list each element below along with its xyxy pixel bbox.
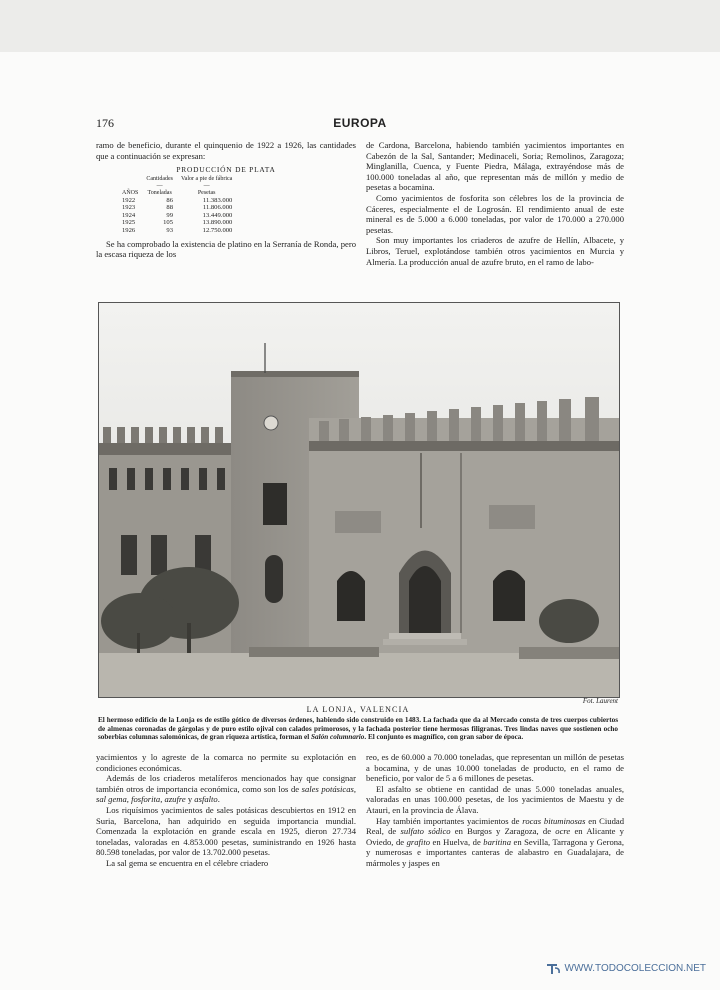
italic-term: sulfato sódico	[400, 826, 451, 837]
photo-la-lonja	[98, 302, 620, 698]
cell-year: 1925	[122, 219, 136, 227]
italic-term: baritina	[483, 836, 511, 847]
watermark	[545, 960, 706, 976]
cell-year: 1922	[122, 196, 136, 204]
column-right-top	[366, 140, 624, 267]
paragraph: Los riquísimos yacimientos de sales potásicas descubiertos en 1912 en Suria, Barcelona, han adquirido en seguida importancia mundial. Comenzada la explotación en grande escala en 1925, dieron 27.734 toneladas, valoradas en 4.853.000 pesetas, suministrando en 1926 hasta 80.598 toneladas, por valor de 13.702.000 pesetas.	[96, 804, 356, 858]
cell-qty: 105	[163, 219, 174, 227]
paragraph	[366, 816, 624, 869]
italic-term: asfalto	[194, 794, 218, 805]
running-head: EUROPA	[333, 116, 387, 130]
scan-top-margin	[0, 0, 720, 53]
italic-term: sales potásicas	[301, 783, 354, 794]
lonja-building-illustration	[99, 303, 619, 697]
paragraph: yacimientos y lo agreste de la comarca no permite su explotación en condiciones económicas.	[96, 752, 356, 773]
text-run: Además de los criaderos metalíferos mencionados hay que consignar también otros de importancia económica, como son los de	[96, 773, 356, 794]
cell-year: 1923	[122, 204, 136, 212]
photo-caption	[98, 697, 618, 742]
photo-credit: Fot. Laurent	[582, 697, 618, 705]
cell-value: 13.449.000	[202, 211, 233, 219]
text-run: en Burgos y Zaragoza, de	[450, 826, 556, 837]
paragraph: El asfalto se obtiene en cantidad de unas 5.000 toneladas anuales, valoradas en unas 100.000 pesetas, de los yacimientos de Maestu y de Atauri, en la provincia de Álava.	[366, 783, 624, 815]
caption-text	[98, 716, 618, 742]
caption-text-italic: Salón columnario	[311, 733, 365, 742]
col-header-qty-unit: Toneladas	[147, 189, 172, 196]
cell-qty: 88	[166, 204, 174, 212]
italic-term: rocas bituminosas	[522, 815, 586, 826]
italic-term: fosforita	[131, 794, 161, 805]
paragraph: Se ha comprobado la existencia de platino en la Serranía de Ronda, pero la escasa riqueza de los	[96, 238, 356, 260]
text-run: en Huelva, de	[430, 836, 484, 847]
table-row	[118, 227, 236, 235]
caption-text-end: . El conjunto es magnífico, con gran sabor de época.	[364, 733, 524, 742]
col-header-years: AÑOS	[122, 189, 139, 196]
col-header-value-unit: Pesetas	[197, 189, 216, 196]
cell-qty: 93	[166, 226, 174, 234]
column-right-bottom	[366, 752, 624, 869]
cell-year: 1926	[122, 226, 136, 234]
cell-value: 11.383.000	[202, 196, 233, 204]
paragraph: de Cardona, Barcelona, habiendo también yacimientos importantes en Cabezón de la Sal, Santander; Medinaceli, Soria; Remolinos, Zaragoza; Minglanilla, Cuenca, y Fuente Piedra, Málaga, extrayéndose más de 100.000 toneladas al año, que representan más de millón y medio de pesetas a bocamina.	[366, 140, 624, 193]
table-title: PRODUCCIÓN DE PLATA	[176, 165, 276, 175]
cell-year: 1924	[122, 211, 136, 219]
text-run: en Alicante y Oviedo, de	[366, 826, 624, 847]
column-left-top	[96, 140, 356, 260]
italic-term: azufre	[164, 794, 186, 805]
italic-term: ocre	[555, 826, 571, 837]
italic-term: sal gema	[96, 794, 127, 805]
text-run: en Sevilla, Tarragona y Gerona, y numerosas e importantes canteras de alabastro en Guadalajara, de mármoles y jaspes en	[366, 836, 625, 868]
table-row	[118, 212, 236, 220]
caption-text-body: El hermoso edificio de la Lonja es de estilo gótico de diversos órdenes, habiendo sido construido en 1483. La fachada que da al Mercado consta de tres cuerpos cubiertos de almenas coronadas de gárgolas y de puro estilo ojival con calados primorosos, y la fachada posterior tiene hermosas filigranas. Tres lindas naves que sostienen ocho soberbias columnas salomónicas, de gran riqueza artística, forman el	[98, 716, 618, 742]
cell-value: 11.806.000	[202, 204, 233, 212]
cell-qty: 86	[166, 196, 174, 204]
column-left-bottom	[96, 752, 356, 869]
col-header-value: Valor a pie de fábrica	[181, 176, 233, 183]
page-number: 176	[96, 116, 114, 130]
table-row	[118, 197, 236, 205]
table-row	[118, 219, 236, 227]
todocoleccion-logo-icon	[545, 960, 561, 976]
paragraph: reo, es de 60.000 a 70.000 toneladas, que representan un millón de pesetas a bocamina, y de unas 10.000 toneladas de producto, en el ramo de beneficio, por valor de 5 a 6 millones de pesetas.	[366, 752, 624, 784]
cell-value: 13.890.000	[202, 219, 233, 227]
paragraph: La sal gema se encuentra en el célebre criadero	[106, 857, 269, 868]
cell-value: 12.750.000	[202, 226, 233, 234]
watermark-text: WWW.TODOCOLECCION.NET	[564, 962, 706, 974]
paragraph: Además de los criaderos metalíferos mencionados hay que consignar también otros de importancia económica, como son los de sales potásicas, sal gema, fosforita, azufre y asfalto.	[96, 773, 356, 805]
silver-production-table	[96, 166, 356, 234]
data-table: AÑOS Cantidades — Toneladas Valor a pie de fábrica — Pesetas 1922 86 11.383.000 1923 88 11.806.000 1924 99 13.449.000 1925 105 13.890.000 1926 93 12.750.000	[118, 176, 236, 234]
paragraph: ramo de beneficio, durante el quinquenio de 1922 a 1926, las cantidades que a continuación se expresan:	[96, 140, 356, 161]
paragraph: Como yacimientos de fosforita son célebres los de la provincia de Cáceres, especialmente el de Logrosán. El rendimiento anual de este mineral es de 5.000 a 6.000 toneladas, por valor de 170.000 a 270.000 pesetas.	[366, 192, 624, 235]
cell-qty: 99	[166, 211, 174, 219]
text-run: en Ciudad Real, de	[366, 815, 625, 837]
col-header-qty: Cantidades	[146, 176, 174, 183]
paragraph: Son muy importantes los criaderos de azufre de Hellín, Albacete, y Libros, Teruel, explotándose también otros yacimientos en Murcia y Almería. La producción anual de azufre bruto, en el ramo de labo-	[366, 235, 624, 267]
italic-term: grafito	[406, 836, 431, 847]
table-row	[118, 204, 236, 212]
text-run: Hay también importantes yacimientos de	[376, 815, 523, 826]
caption-title: LA LONJA, VALENCIA	[306, 705, 410, 714]
